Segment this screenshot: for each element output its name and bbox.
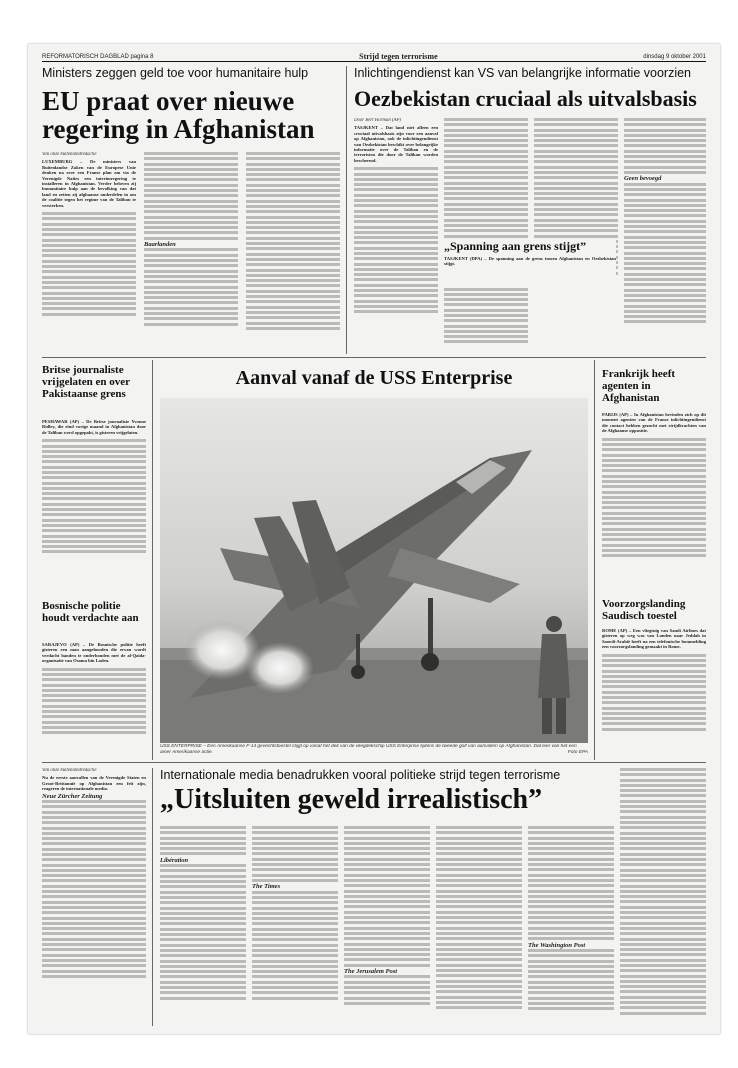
brief-body-bosnia (42, 642, 146, 754)
brief-lead-saudi: ROME (AP) – Een vliegtuig van Saudi Airlines dat gisteren op weg was van Londen naar Jeddah in Saoedi-Arabië heeft na een telefonische bommelding een voorzorgslanding gemaakt in Rome. (602, 628, 706, 650)
paper-name: REFORMATORISCH DAGBLAD pagina 8 (42, 53, 154, 60)
carrier-jet-photo (160, 398, 588, 743)
spanning-box (444, 240, 616, 288)
brief-title-bosnia: Bosnische politie houdt verdachte aan (42, 600, 139, 624)
subhead-liberation: Libération (160, 856, 189, 864)
text-lines (42, 439, 146, 553)
media-body-col2 (160, 826, 246, 1026)
headline-oezbekistan: Oezbekistan cruciaal als uitvalsbasis (354, 86, 697, 111)
text-lines (160, 864, 246, 999)
text-lines (252, 891, 338, 1000)
headline-enterprise: Aanval vanaf de USS Enterprise (235, 367, 513, 389)
byline-media: Van onze buitenlandredactie (42, 768, 97, 773)
lead-oezbekistan: TASJKENT – Dat land niet alleen een cruciaal uitvalsbasis zijn voor een aanval op Afghanistan, ook de inlichtingendienst van Oezbekistan beschikt over belangrijke informatie over de Taliban en de terroristen die door de Taliban worden beschermd. (354, 125, 438, 163)
article-body-oezbekistan-col1 (354, 118, 438, 354)
subhead-eu: Baarlanden (144, 241, 176, 249)
byline-oezbekistan: Door Bert Horman (AP) (354, 118, 402, 123)
text-lines (528, 949, 614, 1010)
spanning-lead: TASJKENT (DPA) – De spanning aan de grens tussen Afghanistan en Oezbekistan stijgt. (444, 256, 616, 267)
article-body-oezbekistan-col2 (444, 118, 528, 354)
media-body-col7 (620, 768, 706, 1026)
article-body-eu-col1 (42, 152, 136, 350)
text-lines (624, 183, 706, 324)
media-body-col3 (252, 826, 338, 1026)
article-kicker-eu: Ministers zeggen geld toe voor humanitaire hulp (42, 66, 309, 80)
publication-date: dinsdag 9 oktober 2001 (643, 53, 706, 60)
text-lines (42, 212, 136, 316)
text-lines (42, 668, 146, 735)
media-body-col4 (344, 826, 430, 1026)
subhead-nzz: Neue Zürcher Zeitung (42, 792, 103, 800)
subhead-washington-post: The Washington Post (528, 941, 586, 949)
jet-launch-image (160, 398, 588, 743)
article-body-oezbekistan-col3 (534, 118, 618, 354)
lead-eu: LUXEMBURG – De ministers van Buitenlandse Zaken van de Europese Unie denken na over een Franse plan om via de Verenigde Naties een interimregering te installeren in Afghanistan. Verder beloven zij humanitaire hulp aan de bevolking van dat land en zetten zij afghaanse onderdelen in om de coalitie tegen het regime van de Taliban te versterken. (42, 159, 136, 208)
media-body-col6 (528, 826, 614, 1026)
brief-body-frankrijk (602, 412, 706, 590)
article-kicker-oezbekistan: Inlichtingendienst kan VS van belangrijke informatie voorzien (354, 66, 691, 80)
brief-body-ridley (42, 419, 146, 594)
page-header (42, 52, 706, 62)
column-rule (346, 66, 347, 354)
section-divider (42, 762, 706, 763)
media-body-col5 (436, 826, 522, 1026)
column-rule (594, 360, 595, 760)
column-rule (152, 768, 153, 1026)
subhead-oezbekistan: Geen bevoegd (624, 175, 662, 183)
brief-lead-bosnia: SARAJEVO (AP) – De Bosnische politie heeft gisteren een man aangehouden die ervan wordt verdacht banden te onderhouden met de al-Qaida-organisatie van Osama bin Laden. (42, 642, 146, 664)
column-rule (152, 360, 153, 760)
text-lines (620, 768, 706, 1015)
newspaper-page (28, 44, 720, 1034)
photo-credit: Foto EPA (567, 749, 588, 755)
article-body-eu-col2 (144, 152, 238, 350)
text-lines (144, 152, 238, 240)
text-lines (344, 826, 430, 967)
text-lines (624, 118, 706, 174)
text-lines (344, 975, 430, 1004)
subhead-jerusalem-post: The Jerusalem Post (344, 968, 398, 976)
text-lines (42, 800, 146, 978)
text-lines (436, 826, 522, 1009)
section-divider (42, 357, 706, 358)
text-lines (160, 826, 246, 855)
subhead-times: The Times (252, 883, 281, 891)
headline-eu: EU praat over nieuwe regering in Afghanistan (42, 86, 315, 144)
brief-title-saudi: Voorzorgslanding Saudisch toestel (602, 598, 686, 622)
text-lines (602, 654, 706, 731)
text-lines (252, 826, 338, 882)
byline-eu: Van onze buitenlandredactie (42, 152, 97, 157)
text-lines (528, 826, 614, 940)
text-lines (144, 248, 238, 325)
caption-text: USS ENTERPRISE – Een Amerikaanse F-14 gevechtstoestel stijgt op vanaf het dek van de vliegdekschip USS Enterprise tijdens de tweede golf van aanvallen op Afghanistan. Dat leer van het een amer Amerikaanse actie. (160, 744, 577, 755)
photo-caption (160, 744, 588, 756)
article-body-oezbekistan-col4 (624, 118, 706, 354)
text-lines (354, 167, 438, 313)
brief-title-frankrijk: Frankrijk heeft agenten in Afghanistan (602, 368, 676, 404)
brief-body-saudi (602, 628, 706, 754)
brief-title-ridley: Britse journaliste vrijgelaten en over Pakistaanse grens (42, 364, 130, 400)
text-lines (602, 438, 706, 558)
spanning-title: „Spanning aan grens stijgt” (444, 239, 587, 253)
headline-media: „Uitsluiten geweld irrealistisch” (160, 784, 543, 815)
article-kicker-media: Internationale media benadrukken vooral politieke strijd tegen terrorisme (160, 768, 561, 782)
text-lines (444, 118, 528, 343)
brief-lead-ridley: PESHAWAR (AP) – De Britse journaliste Yvonne Ridley, die eind vorige maand in Afghanistan door de Taliban werd opgepakt, is gisteren vrijgelaten. (42, 419, 146, 435)
media-body-col1 (42, 768, 146, 1026)
text-lines (246, 152, 340, 330)
brief-lead-frankrijk: PARIJS (AP) – In Afghanistan bevinden zich op dit moment agenten van de Franse inlichtingendienst die contact hebben gezocht met strijdkrachten van de Afghaanse oppositie. (602, 412, 706, 434)
article-body-eu-col3 (246, 152, 340, 350)
lead-media: Nu de eerste aanvallen van de Verenigde Staten en Groot-Brittannië op Afghanistan een feit zijn, reageren de internationale media. (42, 775, 146, 792)
section-title: Strijd tegen terrorisme (359, 52, 438, 61)
